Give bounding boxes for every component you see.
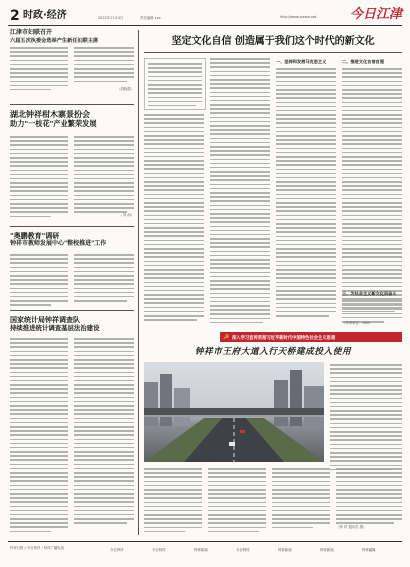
website: http://www.jxxww.net [280, 15, 317, 19]
issue-date: 2022年11月4日 [98, 16, 124, 20]
article-headline: 国家统计局钟祥调查队 [10, 316, 80, 324]
feature-subhead-1: 一、坚持和发展马克思主义 [276, 59, 327, 64]
footer-link[interactable]: 今日钟祥 [152, 548, 166, 552]
article-headline: 六届五次执委会选举产生新任妇联主席 [10, 37, 99, 44]
column-divider [138, 30, 139, 535]
banner-text: 深入学习宣传贯彻习近平新时代中国特色社会主义思想 [232, 335, 336, 341]
page-number: 2 [10, 8, 20, 24]
feature-article [144, 30, 402, 330]
left-column [10, 30, 134, 540]
masthead [10, 8, 402, 24]
article-kicker: 江津市妇联召开 [10, 29, 53, 36]
footer-link[interactable]: 钟祥新闻 [194, 548, 208, 552]
footer-notice: 钟祥日报 / 今日钟祥 / 钟祥广播电视 [10, 546, 65, 550]
feature-headline: 坚定文化自信 创造属于我们这个时代的新文化 [171, 36, 375, 47]
article-subheadline: 助力"一枝花"产业繁荣发展 [10, 119, 97, 129]
footer-link[interactable]: 钟祥新闻 [320, 548, 334, 552]
headline-rule [144, 52, 402, 53]
divider [10, 104, 134, 105]
article-statistics-bureau [10, 316, 134, 536]
divider [10, 310, 134, 311]
article-subheadline: 钟祥市教师发展中心"整校推进"工作 [10, 240, 107, 248]
article-source: （胡晓霞） [117, 87, 134, 91]
party-emblem-icon: ☭ [223, 333, 230, 341]
newspaper-logo: 今日江津 [349, 7, 402, 22]
section-title: 时政·经济 [23, 10, 67, 21]
editor-line: 责任编辑 xxx [140, 16, 161, 20]
photo-story [144, 346, 402, 538]
article-women-federation [10, 30, 134, 98]
article-subheadline: 持续推进统计调查基层法治建设 [10, 324, 100, 333]
footer-link[interactable]: 钟祥新闻 [278, 548, 292, 552]
article-headline: "奥鹏教育"调研 [10, 232, 60, 240]
photo-caption: （钟 祥 通讯员 摄） [336, 525, 367, 529]
footer-rule [8, 541, 402, 542]
feature-subhead-2: 二、推进文化自信自强 [342, 59, 384, 64]
divider [10, 226, 134, 227]
feature-subhead-3: 三、为社会主义新文化而奋斗 [342, 291, 397, 296]
article-education-survey [10, 232, 134, 308]
footer-link[interactable]: 钟祥融媒 [362, 548, 376, 552]
feature-byline: （作者单位：XXX） [342, 321, 373, 325]
bridge-photo-illustration [144, 362, 324, 462]
study-banner [220, 332, 402, 342]
footer-nav [110, 545, 402, 561]
photo-headline: 钟祥市王府大道入行天桥建成投入使用 [194, 347, 352, 357]
footer-link[interactable]: 今日钟祥 [110, 548, 124, 552]
masthead-rule [8, 25, 402, 26]
article-headline: 湖北钟祥柑木寨景扮会 [10, 110, 90, 119]
article-tea-festival [10, 110, 134, 220]
article-source: （刘 雨） [119, 213, 134, 217]
feature-intro [144, 58, 206, 110]
bridge-photo [144, 362, 324, 462]
footer-link[interactable]: 今日钟祥 [236, 548, 250, 552]
